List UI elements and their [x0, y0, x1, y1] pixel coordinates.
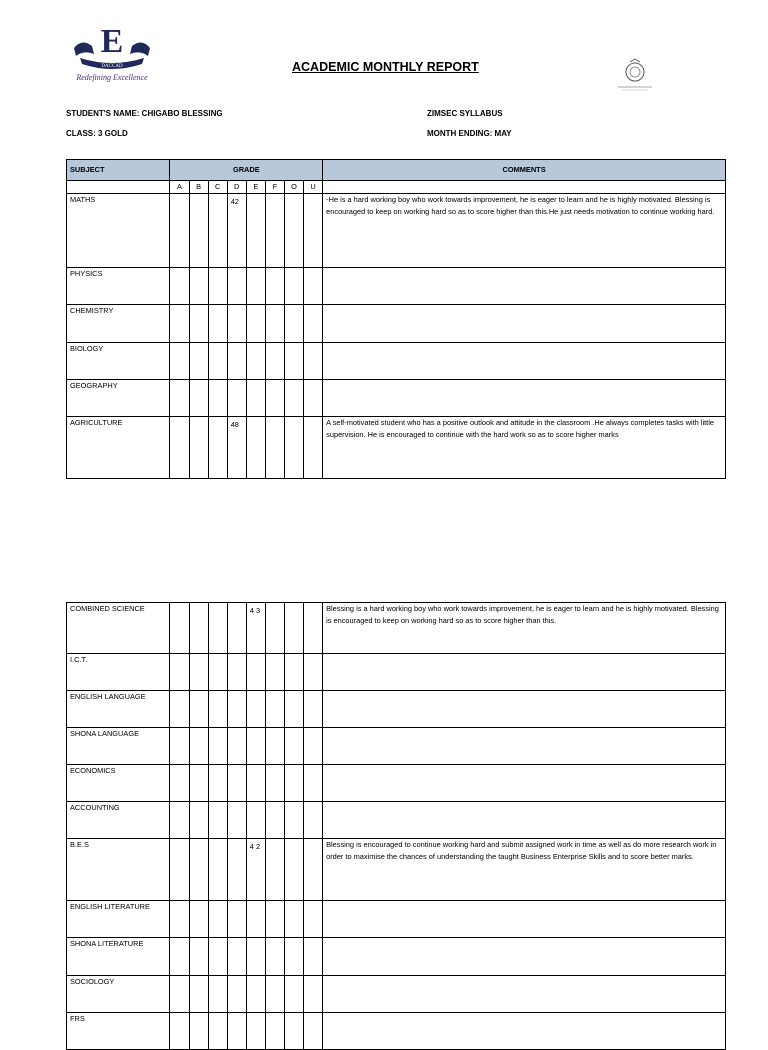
grade-cell: [170, 728, 189, 765]
subject-cell: MATHS: [67, 194, 170, 268]
comment-cell: [323, 1013, 726, 1050]
grade-letter-e: E: [246, 181, 265, 194]
comment-cell: [323, 901, 726, 938]
grade-cell: 4 3: [246, 603, 265, 654]
grade-cell: [304, 343, 323, 380]
subject-cell: FRS: [67, 1013, 170, 1050]
table-row: [67, 938, 726, 976]
letters-blank-cell: [67, 181, 170, 194]
comment-cell: [323, 938, 726, 976]
grade-cell: [208, 839, 227, 901]
grade-cell: [227, 976, 246, 1013]
subject-header: SUBJECT: [67, 160, 170, 181]
grade-cell: [170, 938, 189, 976]
grade-cell: [284, 305, 303, 343]
subject-cell: AGRICULTURE: [67, 417, 170, 479]
grade-cell: [170, 839, 189, 901]
grade-cell: [170, 691, 189, 728]
month-ending: MONTH ENDING: MAY: [427, 129, 512, 138]
grade-letter-d: D: [227, 181, 246, 194]
subject-cell: COMBINED SCIENCE: [67, 603, 170, 654]
grade-cell: [246, 268, 265, 305]
comment-cell: [323, 691, 726, 728]
grade-letter-c: C: [208, 181, 227, 194]
grade-cell: [304, 1013, 323, 1050]
grade-cell: [246, 194, 265, 268]
grade-cell: [170, 343, 189, 380]
grade-cell: [208, 802, 227, 839]
syllabus: ZIMSEC SYLLABUS: [427, 109, 503, 118]
grade-cell: [208, 728, 227, 765]
grade-cell: [304, 691, 323, 728]
grade-cell: [208, 343, 227, 380]
grade-letter-f: F: [265, 181, 284, 194]
grade-cell: [265, 380, 284, 417]
grade-cell: [227, 305, 246, 343]
table-row: [67, 654, 726, 691]
table-row: [67, 305, 726, 343]
grade-letter-b: B: [189, 181, 208, 194]
comments-header: COMMENTS: [323, 160, 726, 181]
grade-cell: [189, 305, 208, 343]
grade-cell: [170, 268, 189, 305]
grade-cell: [304, 305, 323, 343]
grade-cell: [284, 1013, 303, 1050]
grade-cell: [189, 839, 208, 901]
grade-cell: [304, 839, 323, 901]
subject-cell: ECONOMICS: [67, 765, 170, 802]
table-row: [67, 802, 726, 839]
table-row: [67, 194, 726, 268]
table-row: [67, 901, 726, 938]
grade-letter-a: A: [170, 181, 189, 194]
grade-cell: [304, 603, 323, 654]
grade-cell: [208, 268, 227, 305]
subject-cell: ACCOUNTING: [67, 802, 170, 839]
grade-cell: [246, 1013, 265, 1050]
grade-cell: [304, 728, 323, 765]
grade-cell: [284, 938, 303, 976]
grade-cell: [170, 380, 189, 417]
comment-cell: [323, 802, 726, 839]
grade-cell: [284, 976, 303, 1013]
grade-cell: [227, 901, 246, 938]
grade-cell: [208, 765, 227, 802]
grade-cell: [189, 654, 208, 691]
grade-letter-u: U: [304, 181, 323, 194]
subject-cell: I.C.T.: [67, 654, 170, 691]
grade-cell: [304, 268, 323, 305]
grade-header: GRADE: [170, 160, 323, 181]
grade-cell: [170, 305, 189, 343]
grade-cell: [265, 901, 284, 938]
comment-cell: [323, 380, 726, 417]
svg-text:DACCAD: DACCAD: [101, 64, 123, 69]
grade-cell: [246, 976, 265, 1013]
grade-cell: [227, 268, 246, 305]
grade-cell: [208, 603, 227, 654]
grade-cell: [265, 305, 284, 343]
subject-cell: SHONA LITERATURE: [67, 938, 170, 976]
grades-table-part2: [66, 602, 726, 1050]
grade-cell: [265, 268, 284, 305]
grade-cell: [208, 691, 227, 728]
grade-cell: [208, 380, 227, 417]
comment-cell: [323, 268, 726, 305]
grade-cell: [227, 691, 246, 728]
grade-cell: 4 2: [246, 839, 265, 901]
grade-cell: [246, 654, 265, 691]
grade-cell: [227, 1013, 246, 1050]
subject-cell: GEOGRAPHY: [67, 380, 170, 417]
grade-cell: [227, 765, 246, 802]
table-row: [67, 1013, 726, 1050]
table-row: [67, 380, 726, 417]
grade-cell: [170, 654, 189, 691]
grade-cell: [246, 938, 265, 976]
grade-cell: [284, 268, 303, 305]
grade-cell: [284, 417, 303, 479]
grade-cell: [265, 194, 284, 268]
grade-cell: [170, 765, 189, 802]
grades-table-part1: [66, 159, 726, 479]
school-logo: [64, 24, 160, 84]
comment-cell: [323, 654, 726, 691]
subject-cell: BIOLOGY: [67, 343, 170, 380]
grade-letter-o: O: [284, 181, 303, 194]
subject-cell: ENGLISH LANGUAGE: [67, 691, 170, 728]
comment-cell: -He is a hard working boy who work towards improvement, he is eager to learn and he is highly motivated. Blessing is encouraged to keep on working hard so as to score higher than this.He just needs motivation to continue working hard.: [323, 194, 726, 268]
grade-cell: [189, 1013, 208, 1050]
grade-cell: [265, 728, 284, 765]
grade-cell: [304, 765, 323, 802]
grade-cell: [246, 343, 265, 380]
grade-cell: [284, 839, 303, 901]
grade-cell: [189, 901, 208, 938]
subject-cell: SHONA LANGUAGE: [67, 728, 170, 765]
grade-cell: [246, 765, 265, 802]
grade-cell: [265, 765, 284, 802]
grade-cell: [189, 268, 208, 305]
report-title: ACADEMIC MONTHLY REPORT: [292, 60, 479, 74]
table-row: [67, 417, 726, 479]
grade-cell: [265, 976, 284, 1013]
comment-cell: [323, 728, 726, 765]
grade-cell: [189, 417, 208, 479]
grade-cell: [284, 194, 303, 268]
comment-cell: [323, 765, 726, 802]
grade-cell: [304, 417, 323, 479]
grade-cell: [208, 305, 227, 343]
grade-cell: [189, 976, 208, 1013]
grade-cell: [265, 603, 284, 654]
grade-cell: [170, 976, 189, 1013]
grade-cell: [246, 728, 265, 765]
grade-cell: [246, 901, 265, 938]
grade-cell: [265, 343, 284, 380]
school-crest-icon: [612, 58, 658, 94]
grade-cell: [227, 802, 246, 839]
table-row: [67, 343, 726, 380]
grade-cell: [170, 1013, 189, 1050]
grade-cell: [265, 839, 284, 901]
grade-cell: [304, 938, 323, 976]
grade-cell: [189, 194, 208, 268]
comment-cell: [323, 976, 726, 1013]
comment-cell: Blessing is encouraged to continue working hard and submit assigned work in time as well as do more research work in order to maximise the chances of understanding the taught Business Enterprise Skills and to score better marks.: [323, 839, 726, 901]
grade-cell: [208, 1013, 227, 1050]
grade-cell: [265, 654, 284, 691]
grade-cell: [284, 343, 303, 380]
grade-cell: [208, 654, 227, 691]
grade-cell: [265, 802, 284, 839]
grade-cell: [304, 901, 323, 938]
grade-cell: [284, 380, 303, 417]
comment-cell: [323, 343, 726, 380]
grade-cell: [284, 765, 303, 802]
grade-cell: [227, 603, 246, 654]
grade-cell: [265, 938, 284, 976]
grade-cell: [246, 380, 265, 417]
grade-cell: [170, 603, 189, 654]
grade-cell: [208, 901, 227, 938]
logo-motto: Redefining Excellence: [76, 73, 148, 82]
grade-cell: [208, 417, 227, 479]
grade-cell: [227, 938, 246, 976]
table-row: [67, 728, 726, 765]
grade-cell: [189, 603, 208, 654]
table-row: [67, 765, 726, 802]
grade-cell: [304, 194, 323, 268]
grade-cell: [246, 417, 265, 479]
grade-cell: [304, 802, 323, 839]
grade-cell: [227, 728, 246, 765]
grade-cell: [189, 938, 208, 976]
grade-cell: [227, 654, 246, 691]
grade-cell: [227, 380, 246, 417]
grade-cell: [208, 194, 227, 268]
grade-cell: [265, 1013, 284, 1050]
grade-cell: 48: [227, 417, 246, 479]
grade-cell: [284, 691, 303, 728]
grade-cell: [304, 654, 323, 691]
grade-cell: [189, 802, 208, 839]
grade-cell: [227, 839, 246, 901]
grade-cell: [284, 802, 303, 839]
table-row: [67, 603, 726, 654]
grade-cell: [304, 976, 323, 1013]
grade-cell: [170, 901, 189, 938]
grade-cell: [170, 194, 189, 268]
grade-cell: [265, 691, 284, 728]
grade-cell: [189, 728, 208, 765]
subject-cell: PHYSICS: [67, 268, 170, 305]
grade-cell: [189, 343, 208, 380]
grade-cell: [170, 802, 189, 839]
grade-cell: [284, 654, 303, 691]
grade-cell: [170, 417, 189, 479]
grade-cell: [246, 691, 265, 728]
grade-cell: 42: [227, 194, 246, 268]
comment-cell: [323, 305, 726, 343]
student-name: STUDENT'S NAME: CHIGABO BLESSING: [66, 109, 223, 118]
letters-blank-comment-cell: [323, 181, 726, 194]
table-row: [67, 268, 726, 305]
grade-cell: [246, 802, 265, 839]
comment-cell: A self-motivated student who has a positive outlook and attitude in the classroom .He always completes tasks with little supervision. He is encouraged to continue with the hard work so as to score higher marks: [323, 417, 726, 479]
grade-cell: [265, 417, 284, 479]
comment-cell: Blessing is a hard working boy who work towards improvement, he is eager to learn and he is highly motivated. Blessing is encouraged to keep on working hard so as to score higher than this.: [323, 603, 726, 654]
grade-cell: [208, 938, 227, 976]
grade-cell: [284, 901, 303, 938]
subject-cell: B.E.S: [67, 839, 170, 901]
grade-cell: [189, 380, 208, 417]
class-label: CLASS: 3 GOLD: [66, 129, 128, 138]
grade-cell: [189, 765, 208, 802]
grade-cell: [227, 343, 246, 380]
subject-cell: SOCIOLOGY: [67, 976, 170, 1013]
svg-text:E: E: [100, 24, 124, 60]
grade-cell: [304, 380, 323, 417]
grade-cell: [284, 728, 303, 765]
grade-cell: [246, 305, 265, 343]
table-row: [67, 839, 726, 901]
table-row: [67, 976, 726, 1013]
subject-cell: CHEMISTRY: [67, 305, 170, 343]
table-row: [67, 691, 726, 728]
grade-cell: [208, 976, 227, 1013]
subject-cell: ENGLISH LITERATURE: [67, 901, 170, 938]
grade-cell: [284, 603, 303, 654]
grade-cell: [189, 691, 208, 728]
